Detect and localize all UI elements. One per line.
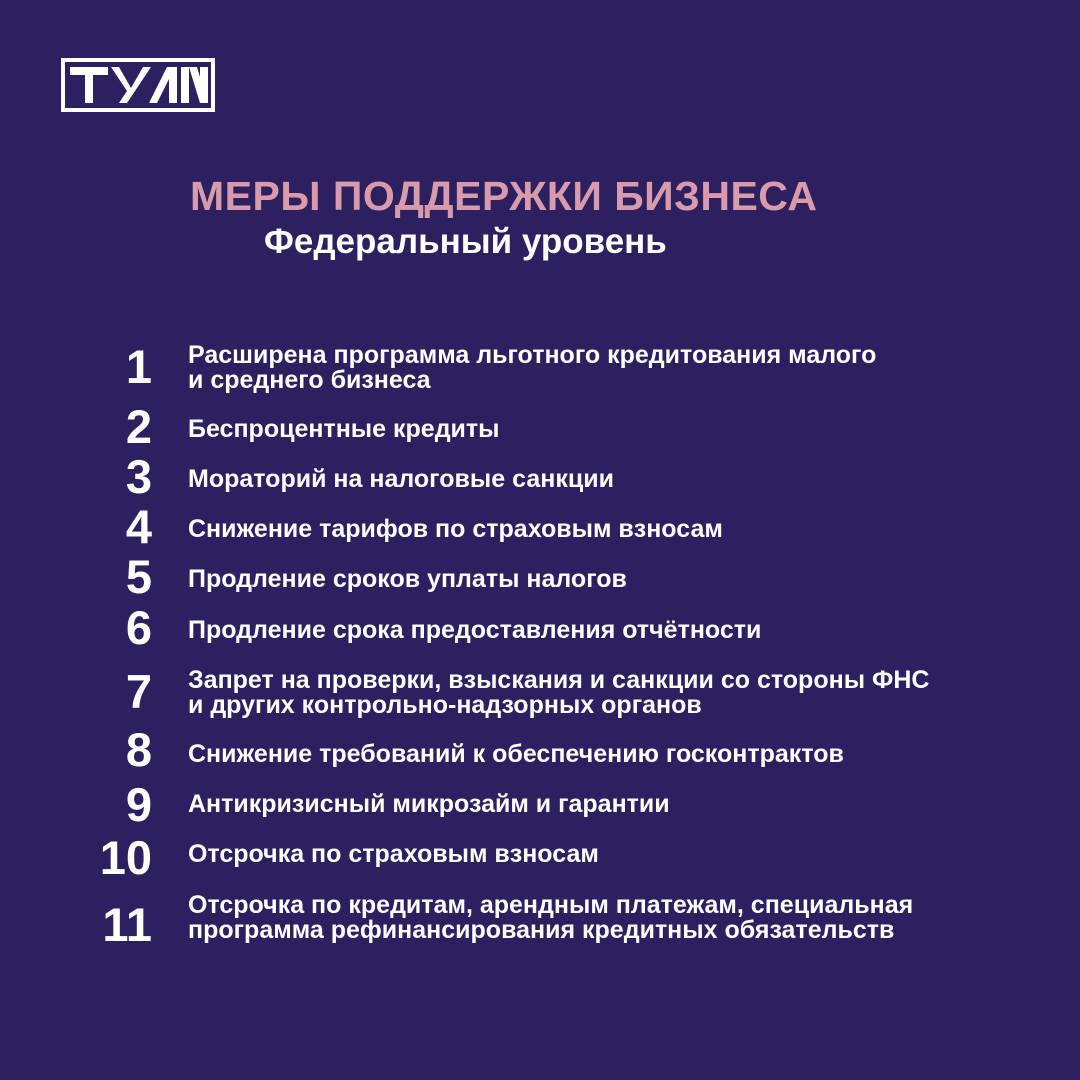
list-item-number: 5 — [125, 550, 152, 603]
list-item-number: 1 — [125, 340, 152, 393]
list-item-number: 7 — [125, 665, 152, 718]
list-item-number: 9 — [125, 778, 152, 831]
list-item-number: 11 — [102, 898, 152, 951]
list-item-number: 8 — [125, 723, 152, 776]
list-item-number: 6 — [125, 601, 152, 654]
page-title: МЕРЫ ПОДДЕРЖКИ БИЗНЕСА — [190, 173, 818, 219]
list-item-number: 3 — [125, 450, 152, 503]
list-item-text: Мораторий на налоговые санкции — [188, 465, 614, 493]
list-item-text: Антикризисный микрозайм и гарантии — [188, 790, 670, 818]
list-item-text: Продление срока предоставления отчётности — [188, 616, 762, 644]
list-item-text: Продление сроков уплаты налогов — [188, 565, 627, 593]
page-subtitle: Федеральный уровень — [264, 222, 667, 261]
list-item-number: 2 — [125, 400, 152, 453]
list-item-text: Снижение тарифов по страховым взносам — [188, 515, 723, 543]
list-item-text: Снижение требований к обеспечению госконтрактов — [188, 740, 844, 768]
list-item-number: 4 — [125, 500, 152, 553]
list-item-text: Расширена программа льготного кредитования малого и среднего бизнеса — [188, 341, 877, 394]
brand-logo-mark — [61, 58, 215, 112]
list-item-text: Беспроцентные кредиты — [188, 415, 500, 443]
list-item-number: 10 — [99, 831, 152, 884]
brand-logo — [61, 58, 215, 112]
list-item-text: Отсрочка по кредитам, арендным платежам, специальная программа рефинансирования кредитных обязательств — [188, 891, 914, 944]
heading-block — [190, 172, 950, 264]
list-item-text: Запрет на проверки, взыскания и санкции со стороны ФНС и других контрольно-надзорных органов — [188, 666, 930, 719]
list-item-text: Отсрочка по страховым взносам — [188, 840, 599, 868]
